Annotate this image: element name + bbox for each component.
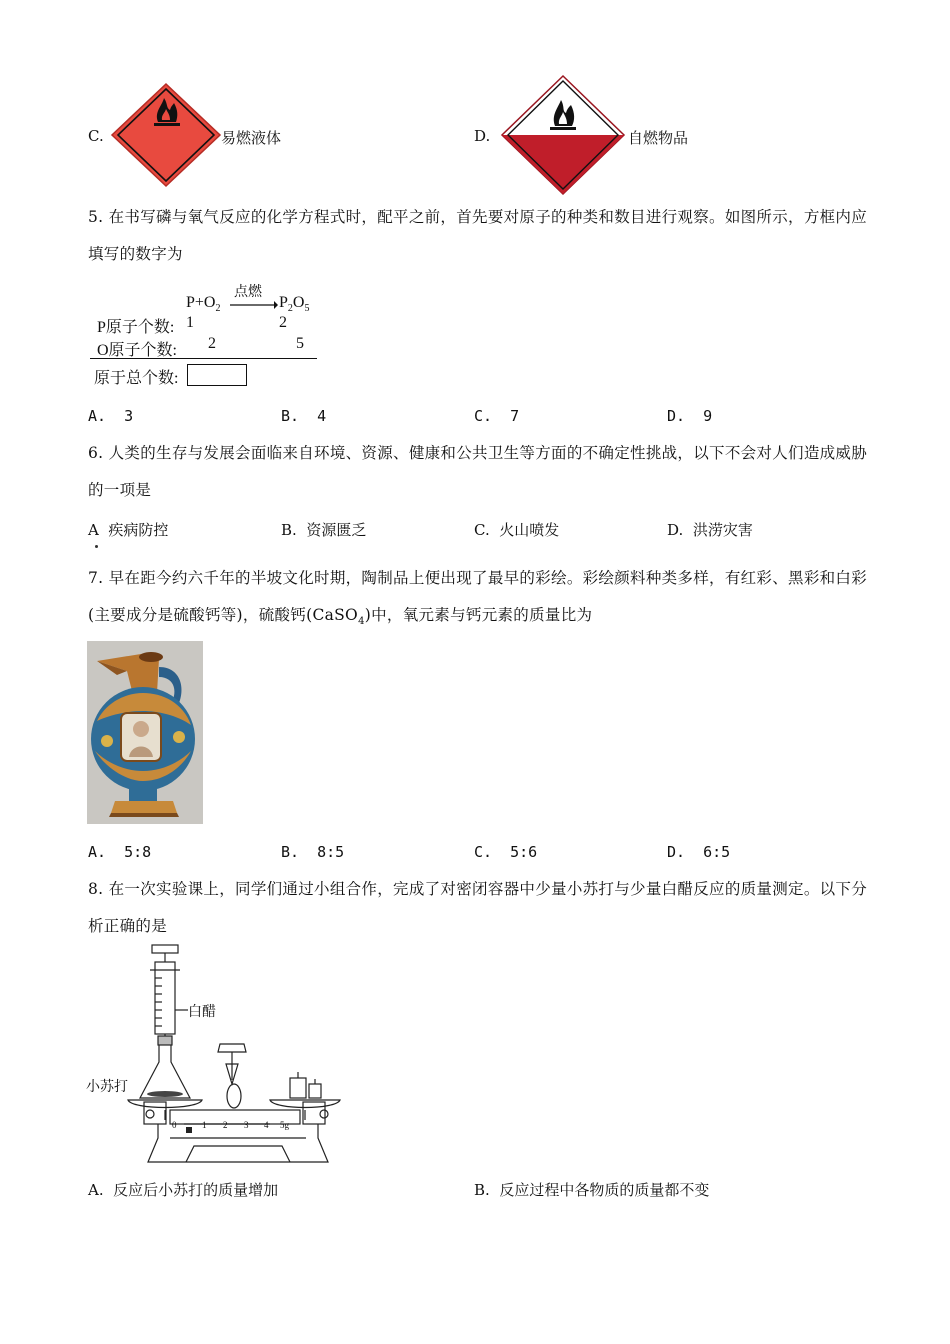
q5-option-a[interactable]: A. 3 <box>88 407 134 425</box>
q7-option-c[interactable]: C. 5:6 <box>474 843 538 861</box>
balance-apparatus-figure <box>86 944 346 1169</box>
scale-tick: 4 <box>264 1120 269 1130</box>
flammable-liquid-diamond-icon <box>110 82 222 188</box>
o-right-count: 5 <box>296 335 304 352</box>
q6-option-c[interactable]: C. 火山喷发 <box>474 521 560 539</box>
o-left-count: 2 <box>208 335 216 352</box>
answer-box[interactable] <box>187 364 247 386</box>
baking-soda-label: 小苏打 <box>86 1079 128 1095</box>
q8-question-text: 8. 在一次实验课上，同学们通过小组合作，完成了对密闭容器中少量小苏打与少量白醋反应的质量测定。以下分析正确的是 <box>88 880 868 935</box>
product: $P_2O_5$ <box>279 294 310 315</box>
painted-jug-image <box>87 641 203 824</box>
q5-option-d[interactable]: D. 9 <box>667 407 713 425</box>
q7-option-b[interactable]: B. 8:5 <box>281 843 345 861</box>
q6-question-text: 6. 人类的生存与发展会面临来自环境、资源、健康和公共卫生等方面的不确定性挑战，以下不会对人们造成威胁的一项是 <box>88 444 868 499</box>
scale-tick: 1 <box>202 1120 207 1130</box>
p-right-count: 2 <box>279 314 287 331</box>
p-left-count: 1 <box>186 314 194 331</box>
reactants: $P+O_2$ <box>186 294 221 315</box>
q5-option-c[interactable]: C. 7 <box>474 407 520 425</box>
q4-option-c-label: 易燃液体 <box>221 129 282 147</box>
q8-option-b[interactable]: B. 反应过程中各物质的质量都不变 <box>474 1181 710 1199</box>
balance-drawing <box>86 944 346 1169</box>
q7-option-d[interactable]: D. 6:5 <box>667 843 731 861</box>
q7-option-a[interactable]: A. 5:8 <box>88 843 152 861</box>
reaction-arrow-icon <box>230 300 278 310</box>
q4-option-c-letter: C. <box>88 127 104 145</box>
q6-option-b[interactable]: B. 资源匮乏 <box>281 521 367 539</box>
q6-option-a[interactable]: A 疾病防控 <box>88 521 169 539</box>
q5-question-text: 5. 在书写磷与氧气反应的化学方程式时，配平之前，首先要对原子的种类和数目进行观察。如图所示，方框内应填写的数字为 <box>88 208 868 263</box>
q4-option-d-label: 自燃物品 <box>628 129 689 147</box>
sum-line <box>90 358 317 359</box>
scale-tick: 0 <box>172 1120 177 1130</box>
total-atoms-label: 原于总个数: <box>94 370 179 387</box>
o-atom-count-label: O原子个数: <box>97 342 178 359</box>
spontaneous-combustion-diamond-icon <box>500 74 626 196</box>
q6-option-d[interactable]: D. 洪涝灾害 <box>667 521 753 539</box>
q5-equation-figure <box>88 280 328 390</box>
reaction-condition: 点燃 <box>234 285 262 300</box>
stray-dot <box>95 545 98 548</box>
p-atom-count-label: P原子个数: <box>97 319 175 336</box>
q4-option-d-letter: D. <box>474 127 491 145</box>
vinegar-label: 白醋 <box>188 1004 216 1020</box>
scale-tick: 5g <box>280 1120 289 1130</box>
scale-tick: 2 <box>223 1120 228 1130</box>
q7-question-text: 7. 早在距今约六千年的半坡文化时期，陶制品上便出现了最早的彩绘。彩绘颜料种类多样，有红彩、黑彩和白彩(主要成分是硫酸钙等)，硫酸钙(CaSO$_4$)中，氧元素与钙元素的质量比为 <box>88 569 868 628</box>
q5-option-b[interactable]: B. 4 <box>281 407 327 425</box>
scale-tick: 3 <box>244 1120 249 1130</box>
q8-option-a[interactable]: A. 反应后小苏打的质量增加 <box>88 1181 279 1199</box>
